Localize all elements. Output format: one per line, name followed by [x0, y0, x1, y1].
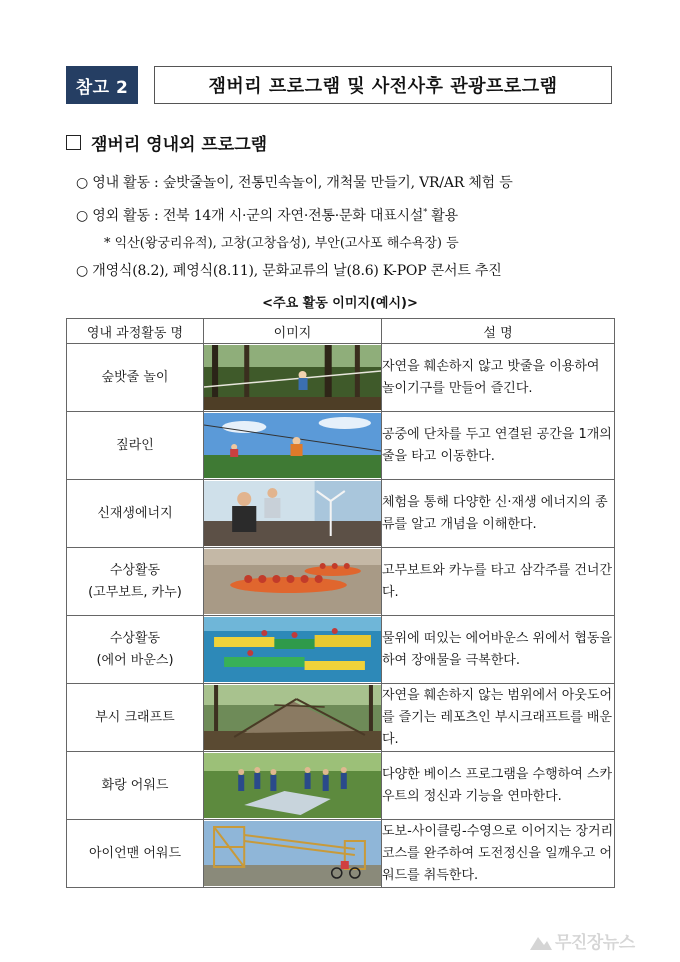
activity-name: 숲밧줄 놀이	[67, 344, 204, 412]
bullet-outdoor-activities	[76, 205, 458, 225]
activity-description: 자연을 훼손하지 않고 밧줄을 이용하여 놀이기구를 만들어 즐긴다.	[382, 344, 615, 412]
activity-description: 다양한 베이스 프로그램을 수행하여 스카우트의 정신과 기능을 연마한다.	[382, 752, 615, 820]
header-description: 설 명	[382, 319, 615, 344]
activity-description: 체험을 통해 다양한 신·재생 에너지의 종류를 알고 개념을 이해한다.	[382, 480, 615, 548]
activity-photo	[204, 412, 382, 480]
bullet-indoor-activities: ○ 영내 활동 : 숲밧줄놀이, 전통민속놀이, 개척물 만들기, VR/AR 체험 등	[76, 175, 513, 191]
activity-photo	[204, 548, 382, 616]
air-bounce-photo	[204, 617, 381, 682]
table-row	[67, 480, 615, 548]
activity-photo	[204, 684, 382, 752]
reference-badge: 참고 2	[66, 66, 138, 104]
page-title: 잼버리 프로그램 및 사전사후 관광프로그램	[154, 66, 612, 104]
ironman-award-photo	[204, 821, 381, 886]
footnote-mark: *	[423, 207, 427, 217]
table-row	[67, 684, 615, 752]
activity-name: 아이언맨 어워드	[67, 820, 204, 888]
mountain-icon	[530, 934, 552, 950]
forest-rope-photo	[204, 345, 381, 410]
table-caption: <주요 활동 이미지(예시)>	[262, 296, 418, 311]
rubber-boat-photo	[204, 549, 381, 614]
header	[66, 66, 614, 104]
table-row	[67, 548, 615, 616]
activity-description: 물위에 떠있는 에어바운스 위에서 협동을 하여 장애물을 극복한다.	[382, 616, 615, 684]
activity-description: 고무보트와 카누를 타고 삼각주를 건너간다.	[382, 548, 615, 616]
activity-photo	[204, 344, 382, 412]
table-row	[67, 820, 615, 888]
bushcraft-photo	[204, 685, 381, 750]
activity-description: 도보-사이클링-수영으로 이어지는 장거리 코스를 완주하여 도전정신을 일깨우고 어워드를 취득한다.	[382, 820, 615, 888]
watermark-text: 무진장뉴스	[555, 933, 635, 953]
table-row	[67, 412, 615, 480]
activity-name: 화랑 어워드	[67, 752, 204, 820]
table-row	[67, 616, 615, 684]
activity-photo	[204, 820, 382, 888]
bullet-outdoor-text: ○ 영외 활동 : 전북 14개 시·군의 자연·전통·문화 대표시설	[76, 208, 424, 224]
activity-description: 공중에 단차를 두고 연결된 공간을 1개의 줄을 타고 이동한다.	[382, 412, 615, 480]
activity-name: 부시 크래프트	[67, 684, 204, 752]
header-activity-name: 영내 과정활동 명	[67, 319, 204, 344]
bullet-ceremonies: ○ 개영식(8.2), 폐영식(8.11), 문화교류의 날(8.6) K-POP 콘서트 추진	[76, 263, 502, 279]
table-row	[67, 344, 615, 412]
activity-photo	[204, 616, 382, 684]
activity-photo	[204, 480, 382, 548]
activity-name: 짚라인	[67, 412, 204, 480]
table-row	[67, 752, 615, 820]
section-title: 잼버리 영내외 프로그램	[91, 135, 268, 155]
zipline-photo	[204, 413, 381, 478]
section-heading	[66, 130, 267, 155]
activity-name: 수상활동 (고무보트, 카누)	[67, 548, 204, 616]
footnote-note: * 익산(왕궁리유적), 고창(고창읍성), 부안(고사포 해수욕장) 등	[104, 236, 459, 251]
hwarang-award-photo	[204, 753, 381, 818]
renewable-energy-photo	[204, 481, 381, 546]
activity-table	[66, 318, 615, 888]
activity-description: 자연을 훼손하지 않는 범위에서 아웃도어를 즐기는 레포츠인 부시크래프트를 배운다.	[382, 684, 615, 752]
activity-name: 수상활동 (에어 바운스)	[67, 616, 204, 684]
watermark-logo	[530, 928, 635, 953]
activity-name: 신재생에너지	[67, 480, 204, 548]
bullet-outdoor-tail: 활용	[427, 208, 458, 224]
header-image: 이미지	[204, 319, 382, 344]
checkbox-square-icon	[66, 135, 81, 150]
activity-photo	[204, 752, 382, 820]
table-header-row	[67, 319, 615, 344]
